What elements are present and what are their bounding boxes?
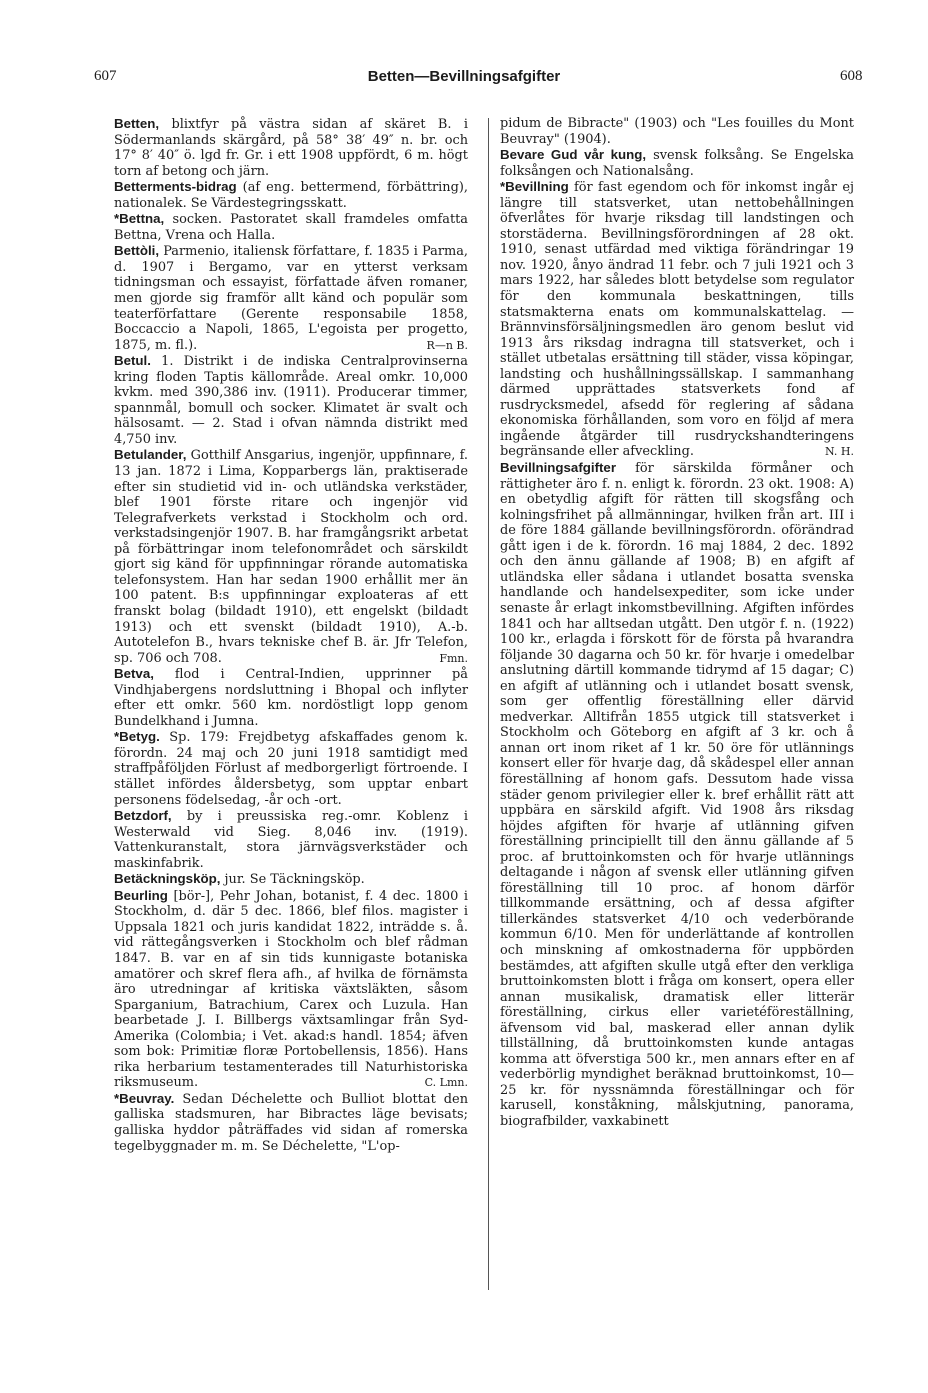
entry-text: jur. Se Täckningsköp.	[224, 872, 365, 888]
left-column	[114, 116, 468, 1154]
entry-text: Parmenio, italiensk författare, f. 1835 i Parma, d. 1907 i Bergamo, var en ytterst verksam tidningsman och essayist, författade äfven romaner, men gjorde sig framför allt känd och populär som teaterförfattare (Gerente responsabile 1858, Boccaccio a Napoli, 1865, L'egoista per progetto, 1875, m. fl.).	[114, 244, 468, 353]
dictionary-entry	[114, 729, 468, 808]
entry-text: [bör-], Pehr Johan, botanist, f. 4 dec. 1800 i Stockholm, d. där 5 dec. 1866, blef filos. magister i Uppsala 1821 och juris kandidat 1822, inträdde s. å. vid rättegångsverken i Stockholm och blef rådman 1847. B. var en af sin tids kunnigaste botaniska amatörer och skref flera afh., af hvilka de förnämsta äro utredningar af kritiska växtsläkten, såsom Sparganium, Batrachium, Carex och Luzula. Han bearbetade J. I. Billbergs växtsamlingar från Syd-Amerika (Colombia; i Vet. akad:s handl. 1854; äfven som bok: Primitiæ floræ Portobellensis, 1856). Hans rika herbarium testamenterades till Naturhistoriska riksmuseum.	[114, 888, 468, 1091]
entry-headword: Bevillningsafgifter	[500, 460, 616, 476]
entry-headword: *Bettna,	[114, 211, 165, 227]
dictionary-entry	[500, 179, 854, 460]
author-signature: R—n B.	[426, 338, 468, 352]
dictionary-entry	[114, 808, 468, 871]
entry-text: pidum de Bibracte" (1903) och "Les fouilles du Mont Beuvray" (1904).	[500, 116, 854, 147]
author-signature: C. Lmn.	[424, 1076, 468, 1090]
column-divider	[488, 118, 489, 1290]
dictionary-entry	[114, 1091, 468, 1154]
entry-headword: Betterments-bidrag	[114, 179, 237, 195]
page-number-right: 608	[840, 68, 863, 84]
dictionary-entry	[114, 888, 468, 1091]
entry-headword: Betten,	[114, 116, 160, 131]
entry-headword: Betzdorf,	[114, 808, 172, 824]
entry-text: för fast egendom och för inkomst ingår ej längre till statsverket, utan nettobehållningen öfverlåtes för hvarje riksdag till landstingen och storstäderna. Bevillningsförordningen af 28 okt. 1910, senast utfärdad med viktiga förändringar 19 nov. 1920, ånyo ändrad 11 febr. och 7 juli 1921 och 3 mars 1922, har således blott betydelse som regulator för den kommunala beskattningen, tills statsmakterna enats om kommunalskattelag. — Brännvinsförsäljningsmedlen äro genom beslut vid 1913 års riksdag indragna till statsverket, och i stället utbetalas ersättning till städer, vissa köpingar, landsting och hushållningssällskap. I sammanhang därmed upprättades statsverkets fond af rusdrycksmedel, afsedd för reglering af sådana ekonomiska förhållanden, som voro en följd af mera ingående åtgärder till rusdryckshandteringens begränsande eller afveckling.	[500, 180, 854, 460]
entry-headword: Betäckningsköp,	[114, 871, 221, 887]
right-column	[500, 116, 854, 1130]
entry-headword: *Beuvray.	[114, 1090, 175, 1106]
entry-text: 1. Distrikt i de indiska Centralprovinserna kring floden Taptis källområde. Areal omkr. 10,000 kvkm. med 390,386 inv. (1911). Producerar timmer, spannmål, bomull och socker. Klimatet är svalt och hälsosamt. — 2. Stad i ofvan nämnda distrikt med 4,750 inv.	[114, 354, 468, 447]
entry-text: socken. Pastoratet skall framdeles omfatta Bettna, Vrena och Halla.	[114, 212, 468, 243]
author-signature: N. H.	[824, 445, 854, 459]
entry-headword: Betva,	[114, 666, 154, 682]
entry-headword: Bettòli,	[114, 243, 160, 259]
dictionary-entry	[114, 666, 468, 729]
dictionary-entry	[114, 871, 468, 888]
entry-text: (af eng. bettermend, förbättring), nationalek. Se Värdestegringsskatt.	[114, 180, 468, 211]
dictionary-entry	[114, 243, 468, 353]
entry-headword: Beurling	[114, 887, 168, 903]
entry-headword: Betul.	[114, 353, 151, 369]
entry-text: by i preussiska reg.-omr. Koblenz i Westerwald vid Sieg. 8,046 inv. (1919). Vattenkuranstalt, stora järnvägsverkstäder och maskinfabrik.	[114, 809, 468, 871]
author-signature: Fmn.	[439, 651, 468, 665]
dictionary-entry	[114, 179, 468, 211]
entry-headword: *Bevillning	[500, 179, 569, 195]
dictionary-entry	[114, 211, 468, 243]
dictionary-entry	[114, 447, 468, 666]
dictionary-entry	[114, 353, 468, 447]
dictionary-entry	[500, 116, 854, 147]
entry-text: för särskilda förmåner och rättigheter äro f. n. enligt k. förordn. 23 okt. 1908: A) en obetydlig afgift för rätten till skogsfång och kolningsfrihet på allmänningar, hvilken från art. III i de före 1884 gällande bevillningsförordn. oförändrad gått igen i de k. förordn. 16 maj 1884, 2 dec. 1892 och den ännu gällande af 1908; B) en afgift af utländska eller sådana i utlandet bosatta svenska handlande och handelsexpediter, som icke under senaste år erlagt inkomstbevillning. Afgiften infördes 1841 och har alltsedan utgått. Den utgör f. n. (1922) 100 kr., erlagda i förskott för de första på hvarandra följande 30 dagarna och 50 kr. för hvarje i omedelbar anslutning därtill kommande tidrymd af 15 dagar; C) en afgift af utlänning och i utlandet bosatt svensk, som ger offentlig föreställning eller därvid medverkar. Alltifrån 1855 utgick till statsverket i Stockholm och Göteborg en afgift af 3 kr. och å annan ort inom riket af 1 kr. 50 öre för utlännings konsert eller för hvarje dag, då skådespel eller annan föreställning af honom gafs. Dessutom hade vissa städer genom privilegier eller k. bref erhållit rätt att uppbära en särskild afgift. Vid 1908 års riksdag höjdes afgiften för hvarje af utlänning gifven föreställning principiellt till den ännu gällande af 5 proc. af bruttoinkomsten och för hvarje utlännings deltagande i någon af svensk eller utlänning gifven föreställning till 10 proc. af honom därför tillkommande ersättning, och af dessa afgifter tillerkändes statsverket 4/10 och vederbörande kommun 6/10. Men för underlättande af kontrollen och minskning af omkostnaderna för uppbörden bestämdes, att afgiften skulle utgå efter den verkliga bruttoinkomsten blott i fråga om konsert, opera eller annan musikalisk, dramatisk eller litterär föreställning, cirkus eller varietéföreställning, äfvensom vid bal, maskerad eller annan dylik tillställning, då bruttoinkomsten kunde antagas komma att öfverstiga 500 kr., men annars efter en af vederbörlig myndighet beräknad bruttoinkomst, 10—25 kr. för nyssnämnda föreställningar och för karusell, konståkning, målskjutning, panorama, biografbilder, vaxkabinett	[500, 461, 854, 1129]
entry-headword: *Betyg.	[114, 729, 160, 745]
dictionary-entry	[500, 147, 854, 179]
entry-headword: Bevare Gud vår kung,	[500, 147, 647, 163]
running-head: Betten—Bevillningsafgifter	[367, 68, 561, 85]
page-number-left: 607	[94, 68, 117, 84]
dictionary-entry	[500, 460, 854, 1130]
entry-text: Sp. 179: Frejdbetyg afskaffades genom k. förordn. 24 maj och 20 juni 1918 samtidigt med straffpåföljden Förlust af medborgerligt förtroende. I stället infördes åldersbetyg, som upptar enbart personens födelsedag, -år och -ort.	[114, 730, 468, 808]
entry-text: svensk folksång. Se Engelska folksången och Nationalsång.	[500, 148, 854, 179]
entry-text: flod i Central-Indien, upprinner på Vindhjabergens nordsluttning i Bhopal och inflyter efter ett omkr. 560 km. nordöstligt lopp genom Bundelkhand i Jumna.	[114, 667, 468, 729]
entry-text: Sedan Déchelette och Bulliot blottat den galliska stadsmuren, har Bibractes läge bevisats; galliska hyddor påträffades vid sidan af romerska tegelbyggnader m. m. Se Déchelette, "L'op-	[114, 1091, 468, 1154]
dictionary-entry	[114, 116, 468, 179]
entry-headword: Betulander,	[114, 447, 187, 463]
entry-text: Gotthilf Ansgarius, ingenjör, uppfinnare, f. 13 jan. 1872 i Lima, Kopparbergs län, praktiserade efter sin studietid vid in- och utländska verkstäder, blef 1901 förste ritare och ingenjör vid Telegrafverkets verkstad i Stockholm och ord. verkstadsingenjör 1907. B. har framgångsrikt arbetat på förbättringar inom telefonområdet och särskildt gjort sig känd för uppfinningar rörande automatiska telefonsystem. Han har sedan 1900 erhållit mer än 100 patent. B:s uppfinningar exploateras af ett franskt bolag (bildadt 1910), ett engelskt (bildadt 1913) och ett svenskt (bildadt 1910), A.-b. Autotelefon B., hvars tekniske chef B. är. Jfr Telefon, sp. 706 och 708.	[114, 448, 468, 666]
entry-text: blixtfyr på västra sidan af skäret B. i Södermanlands skärgård, på 58° 38′ 49″ n. br. och 17° 8′ 40″ ö. lgd fr. Gr. i ett 1908 uppfördt, 6 m. högt torn af betong och järn.	[114, 117, 468, 179]
